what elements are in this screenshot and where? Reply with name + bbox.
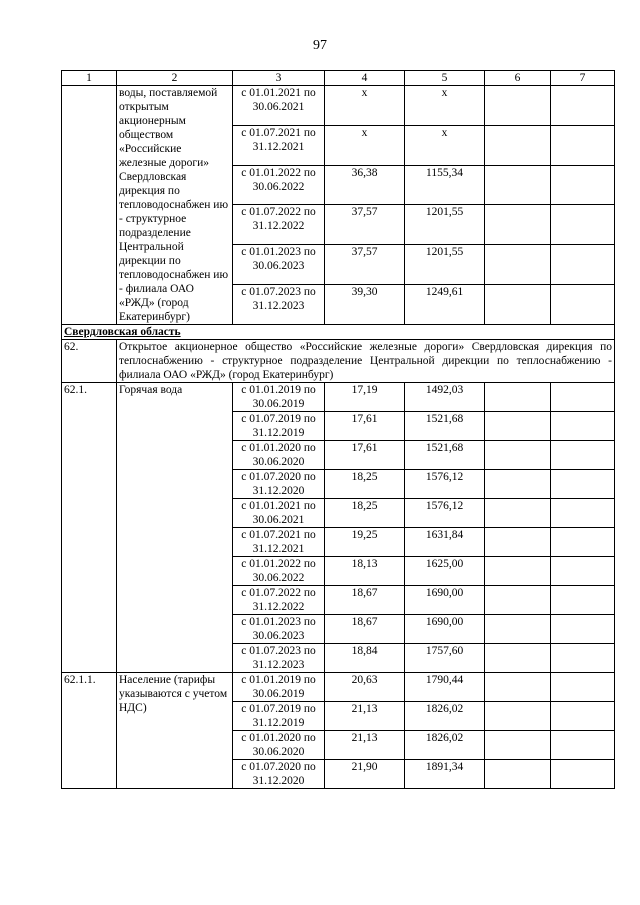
- header-cell: 3: [233, 71, 325, 86]
- value-cell-4: 17,19: [325, 383, 405, 412]
- empty-cell-6: [485, 165, 551, 205]
- empty-cell-7: [551, 470, 615, 499]
- value-cell-4: 18,67: [325, 615, 405, 644]
- value-cell-4: 19,25: [325, 528, 405, 557]
- value-cell-5: 1826,02: [405, 731, 485, 760]
- empty-cell-7: [551, 644, 615, 673]
- period-cell: с 01.07.2022 по 31.12.2022: [233, 205, 325, 245]
- value-cell-5: 1201,55: [405, 205, 485, 245]
- period-cell: с 01.01.2023 по 30.06.2023: [233, 615, 325, 644]
- table-row: [62, 383, 615, 412]
- period-cell: с 01.01.2023 по 30.06.2023: [233, 245, 325, 285]
- empty-cell-6: [485, 470, 551, 499]
- empty-cell-6: [485, 702, 551, 731]
- region-row: [62, 325, 615, 340]
- page-number: 97: [313, 38, 327, 53]
- header-cell: 7: [551, 71, 615, 86]
- value-cell-5: 1757,60: [405, 644, 485, 673]
- value-cell-4: 18,84: [325, 644, 405, 673]
- header-cell: 4: [325, 71, 405, 86]
- empty-cell-6: [485, 383, 551, 412]
- value-cell-5: 1155,34: [405, 165, 485, 205]
- empty-cell-6: [485, 285, 551, 325]
- period-cell: с 01.07.2020 по 31.12.2020: [233, 470, 325, 499]
- empty-cell-6: [485, 86, 551, 126]
- value-cell-4: 36,38: [325, 165, 405, 205]
- empty-cell-7: [551, 383, 615, 412]
- value-cell-4: 18,67: [325, 586, 405, 615]
- period-cell: с 01.07.2023 по 31.12.2023: [233, 285, 325, 325]
- empty-cell-6: [485, 673, 551, 702]
- value-cell-4: 18,25: [325, 470, 405, 499]
- empty-cell-6: [485, 528, 551, 557]
- period-cell: с 01.07.2019 по 31.12.2019: [233, 702, 325, 731]
- empty-cell-7: [551, 412, 615, 441]
- empty-cell-7: [551, 702, 615, 731]
- empty-cell-7: [551, 557, 615, 586]
- value-cell-5: 1625,00: [405, 557, 485, 586]
- empty-cell-6: [485, 499, 551, 528]
- table-row: [62, 673, 615, 702]
- value-cell-4: 18,13: [325, 557, 405, 586]
- empty-cell-6: [485, 412, 551, 441]
- empty-cell-6: [485, 441, 551, 470]
- empty-cell-6: [485, 731, 551, 760]
- value-cell-5: 1631,84: [405, 528, 485, 557]
- header-cell: 1: [62, 71, 117, 86]
- item-name: Горячая вода: [117, 383, 233, 673]
- value-cell-5: 1576,12: [405, 499, 485, 528]
- empty-cell-7: [551, 499, 615, 528]
- period-cell: с 01.01.2022 по 30.06.2022: [233, 165, 325, 205]
- empty-cell-7: [551, 245, 615, 285]
- value-cell-5: 1690,00: [405, 586, 485, 615]
- value-cell-4: х: [325, 125, 405, 165]
- organization-row: [62, 340, 615, 383]
- period-cell: с 01.01.2022 по 30.06.2022: [233, 557, 325, 586]
- header-row: [62, 71, 615, 86]
- description-cell: воды, поставляемой открытым акционерным обществом «Российские железные дороги» Свердловская дирекция по тепловодоснабжен ию - структурное подразделение Центральной дирекции по тепловодоснабжен ию - филиала ОАО «РЖД» (город Екатеринбург): [117, 86, 233, 325]
- period-cell: с 01.01.2021 по 30.06.2021: [233, 499, 325, 528]
- period-cell: с 01.07.2021 по 31.12.2021: [233, 528, 325, 557]
- value-cell-4: 21,13: [325, 702, 405, 731]
- period-cell: с 01.07.2019 по 31.12.2019: [233, 412, 325, 441]
- empty-cell-7: [551, 125, 615, 165]
- empty-cell-6: [485, 615, 551, 644]
- header-cell: 6: [485, 71, 551, 86]
- empty-cell-7: [551, 441, 615, 470]
- empty-cell-7: [551, 205, 615, 245]
- period-cell: с 01.01.2020 по 30.06.2020: [233, 731, 325, 760]
- empty-cell-7: [551, 528, 615, 557]
- value-cell-4: 37,57: [325, 205, 405, 245]
- period-cell: с 01.01.2019 по 30.06.2019: [233, 673, 325, 702]
- value-cell-5: 1576,12: [405, 470, 485, 499]
- value-cell-4: 17,61: [325, 412, 405, 441]
- tariff-table: [61, 70, 615, 789]
- period-cell: с 01.01.2019 по 30.06.2019: [233, 383, 325, 412]
- empty-cell-7: [551, 165, 615, 205]
- item-name: Население (тарифы указываются с учетом НДС): [117, 673, 233, 789]
- value-cell-5: 1690,00: [405, 615, 485, 644]
- empty-cell-7: [551, 86, 615, 126]
- empty-cell-7: [551, 760, 615, 789]
- header-cell: 5: [405, 71, 485, 86]
- item-number: 62.: [62, 340, 117, 383]
- value-cell-4: 17,61: [325, 441, 405, 470]
- period-cell: с 01.07.2022 по 31.12.2022: [233, 586, 325, 615]
- period-cell: с 01.07.2023 по 31.12.2023: [233, 644, 325, 673]
- empty-cell-7: [551, 586, 615, 615]
- item-number: 62.1.1.: [62, 673, 117, 789]
- empty-cell-6: [485, 125, 551, 165]
- empty-cell-7: [551, 731, 615, 760]
- value-cell-4: х: [325, 86, 405, 126]
- empty-cell-6: [485, 557, 551, 586]
- period-cell: с 01.07.2021 по 31.12.2021: [233, 125, 325, 165]
- value-cell-5: 1201,55: [405, 245, 485, 285]
- value-cell-5: 1790,44: [405, 673, 485, 702]
- value-cell-5: 1521,68: [405, 412, 485, 441]
- empty-cell-7: [551, 615, 615, 644]
- organization-name: Открытое акционерное общество «Российские железные дороги» Свердловская дирекция по теплоснабжению - структурное подразделение Центральной дирекции по теплоснабжению - филиала ОАО «РЖД» (город Екатеринбург): [117, 340, 615, 383]
- table-row: [62, 86, 615, 126]
- region-title: Свердловская область: [62, 325, 615, 340]
- value-cell-4: 37,57: [325, 245, 405, 285]
- header-cell: 2: [117, 71, 233, 86]
- empty-cell-6: [485, 245, 551, 285]
- value-cell-5: х: [405, 86, 485, 126]
- value-cell-4: 18,25: [325, 499, 405, 528]
- value-cell-4: 39,30: [325, 285, 405, 325]
- value-cell-5: 1521,68: [405, 441, 485, 470]
- value-cell-5: 1891,34: [405, 760, 485, 789]
- empty-cell-7: [551, 285, 615, 325]
- value-cell-4: 21,13: [325, 731, 405, 760]
- empty-cell-6: [485, 644, 551, 673]
- value-cell-5: 1826,02: [405, 702, 485, 731]
- period-cell: с 01.01.2021 по 30.06.2021: [233, 86, 325, 126]
- empty-cell-6: [485, 205, 551, 245]
- period-cell: с 01.07.2020 по 31.12.2020: [233, 760, 325, 789]
- value-cell-5: 1249,61: [405, 285, 485, 325]
- value-cell-4: 20,63: [325, 673, 405, 702]
- empty-cell-7: [551, 673, 615, 702]
- empty-cell-6: [485, 586, 551, 615]
- value-cell-5: 1492,03: [405, 383, 485, 412]
- period-cell: с 01.01.2020 по 30.06.2020: [233, 441, 325, 470]
- empty-cell-6: [485, 760, 551, 789]
- number-cell: [62, 86, 117, 325]
- value-cell-4: 21,90: [325, 760, 405, 789]
- value-cell-5: х: [405, 125, 485, 165]
- item-number: 62.1.: [62, 383, 117, 673]
